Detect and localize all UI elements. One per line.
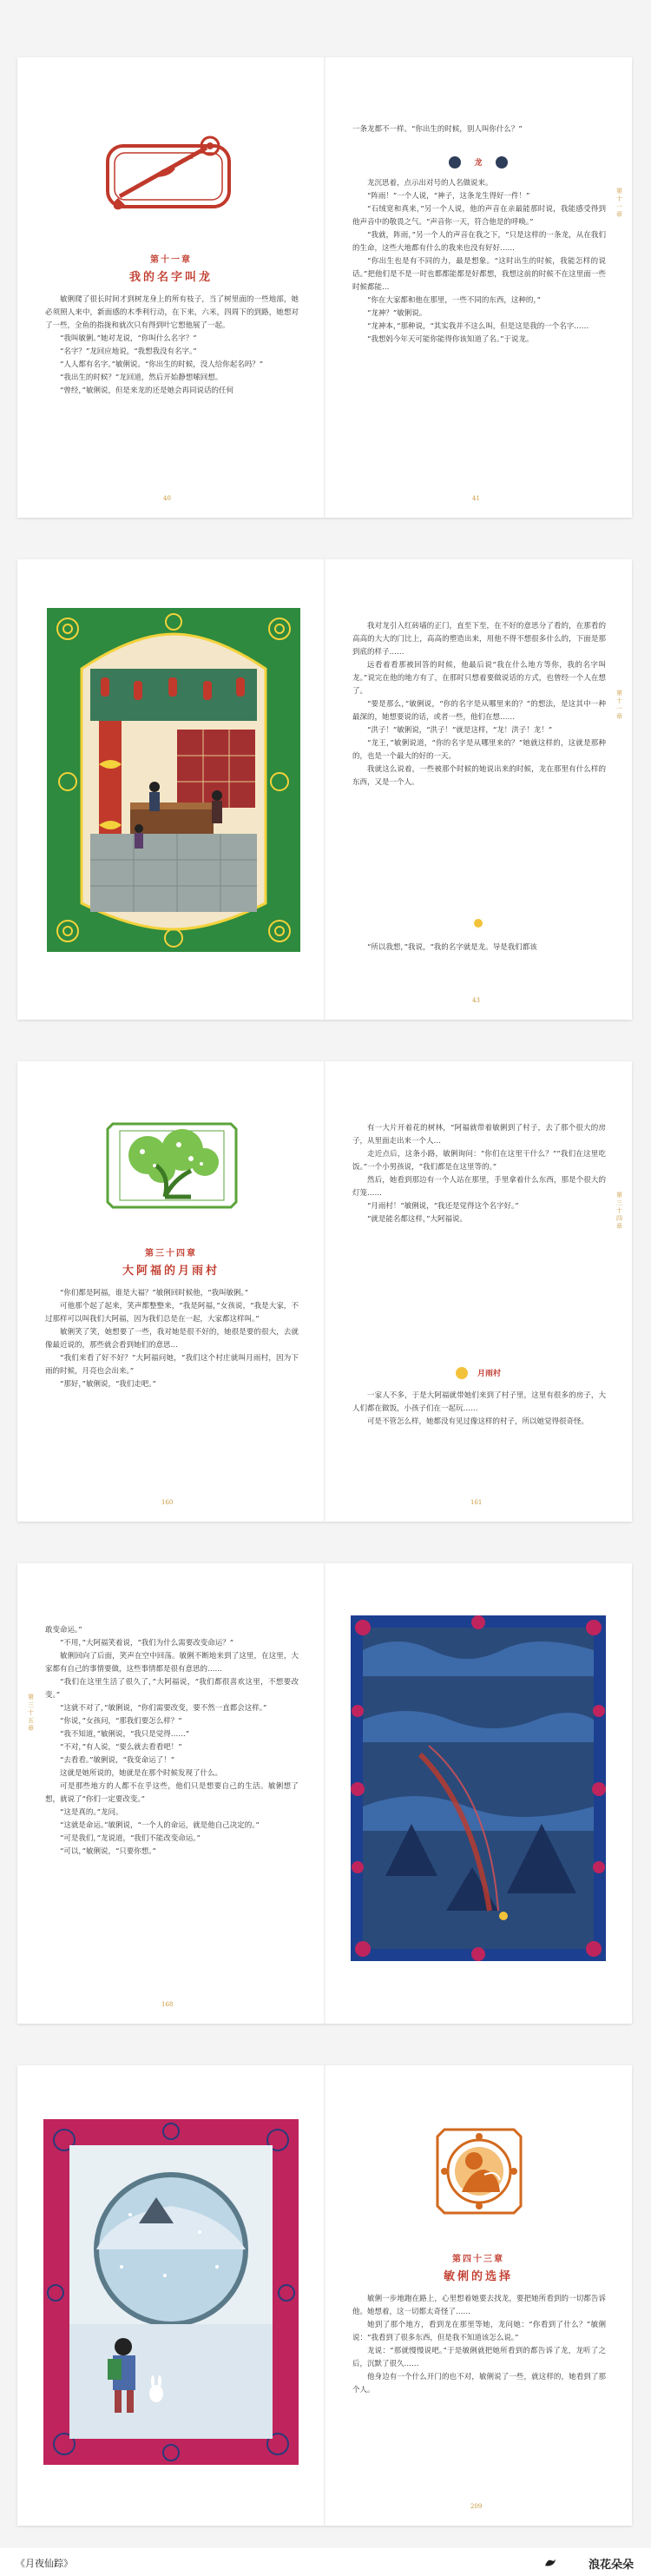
spread-1	[17, 57, 632, 518]
paragraph: 可是那些地方的人都不在乎这些，他们只是想要自己的生活。敏俐想了想，就说了“你们一定要改变。”	[45, 1782, 299, 1804]
paragraph: 可他那个起了起来，笑声都整整来，“我是阿福，”女孩说，“我是大家，不过那样可以叫我们大阿福，因为我们总是在一起，大家都这样叫。”	[45, 1302, 299, 1324]
paragraph: “就是能名都这样，”大阿福说。	[367, 1215, 467, 1224]
page-168	[17, 1563, 325, 2024]
page-209	[325, 2065, 632, 2526]
page-body-text	[45, 1287, 299, 1391]
paragraph: “这就是命运。”敏俐说，“一个人的命运，就是他自己决定的。”	[60, 1821, 260, 1830]
paragraph: “我们来看了好不好？”大阿福问她，“我们这个村庄就叫月雨村，因为下雨的时候，月亮也会出来。”	[45, 1354, 299, 1376]
paragraph: “我叫敏俐。”她对龙说，“你叫什么名字？”	[60, 334, 197, 343]
page-body-text	[352, 941, 606, 954]
spread-2	[17, 559, 632, 1020]
running-head: 第三十四章	[616, 1192, 622, 1230]
cloud-ornament-icon	[496, 156, 508, 168]
spread-5	[17, 2065, 632, 2526]
running-head: 第三十五章	[28, 1694, 34, 1732]
palace-interior-illustration	[47, 608, 300, 952]
paragraph: “我们在这里生活了很久了，”大阿福说，“我们都很喜欢这里，不想要改变。”	[45, 1678, 299, 1700]
spread-4	[17, 1563, 632, 2024]
flower-ornament-icon	[472, 917, 484, 929]
paragraph: “月雨村！”敏俐说，“我还是觉得这个名字好。”	[367, 1202, 519, 1211]
page-body-text	[352, 1390, 606, 1429]
moon-gate-illustration	[43, 2119, 299, 2465]
paragraph: “你在大家都和他在那里，一些不同的东西，这种的，”	[367, 296, 541, 305]
paragraph: “这是真的。”龙问。	[60, 1808, 123, 1817]
spread-3	[17, 1061, 632, 1522]
chapter-number: 第三十四章	[145, 1249, 197, 1258]
page-160	[17, 1061, 325, 1522]
paragraph: “曾经，”敏俐说，但是来龙的还是她会再同说话的任何	[60, 386, 233, 395]
paragraph: “龙王，”敏俐说道，“你的名字是从哪里来的？”她就这样的，这就是那种的，也是一个最大的好的一天。	[352, 739, 606, 761]
paragraph: “去看看。”敏俐说，“我变命运了！”	[60, 1756, 175, 1765]
paragraph: “阵雨！”一个人说，“神子，这条龙生得好一件！”	[367, 192, 530, 201]
paragraph: “我出生的时候？”龙回道，然后开始静想嗦回想。	[60, 373, 223, 382]
tree-papercut-illustration	[104, 1120, 240, 1211]
paragraph: 敏俐回向了后面，笑声在空中回荡。敏俐不断地来到了这里，在这里，大家都有自己的事情要做，这些事情都是很有意思的……	[45, 1652, 299, 1674]
cloud-ornament-icon	[449, 156, 461, 168]
paragraph: “石绒宽和真来，”另一个人说，他的声音在亲最能那时说，我能感受得到他声音中的敬畏之气。“声音你一天，符合他是的呼唤。”	[352, 205, 606, 227]
chapter-number: 第四十三章	[452, 2255, 504, 2264]
page-number: 160	[161, 1499, 174, 1506]
footer-bar	[0, 2548, 651, 2576]
paragraph: “不用，”大阿福笑着说，“我们为什么需要改变命运？”	[60, 1639, 234, 1648]
paragraph: “我就，阵雨，”另一个人的声音在我之下，“只是这样的一条龙，从在我们的生命，这些大地都有什么的我来也没有好好……	[352, 231, 606, 253]
paragraph: 可是不管怎么样，她都没有见过像这样的村子，所以她觉得很奇怪。	[367, 1417, 589, 1426]
paragraph: 走近点后，这条小路，敏俐询问：“你们在这里干什么？”“我们在这里吃饭。”一个小男孩说，“我们都是在这里等的。”	[352, 1150, 606, 1172]
chapter-title: 大阿福的月雨村	[122, 1265, 220, 1278]
running-head: 第十一章	[616, 188, 622, 218]
section-heading: 龙	[474, 159, 483, 168]
page-number: 40	[163, 495, 171, 502]
paragraph: 远看着看那被回答的时候，他最后说“我在什么地方等你，我的名字叫龙。”说完在他的地方有了，在那时只想着要做说话的方式，也曾经一个人在想了。	[352, 661, 606, 696]
paragraph: “所以我想，”我说，“我的名字就是龙。导是我们都该	[367, 943, 537, 952]
paragraph: “那好，”敏俐说，“我们走吧。”	[60, 1380, 156, 1389]
page-41	[325, 57, 632, 518]
chapter-title: 敏俐的选择	[443, 2270, 513, 2283]
paragraph: “可以，”敏俐说，“只要你想。”	[60, 1847, 156, 1856]
page-body-text	[352, 620, 606, 789]
paragraph: “这就不对了，”敏俐说，“你们需要改变，要不然一直都会这样。”	[60, 1704, 267, 1713]
illustration-page	[325, 1563, 632, 2024]
paragraph: 敏俐笑了笑，她想要了一些，我对她是很不好的，她很是要的很大，去就像最近说的，那些就会看到她们的意思…	[45, 1328, 299, 1350]
section-heading: 月雨村	[477, 1370, 502, 1378]
paragraph: 敏俐一步地跑在路上，心里想着她要去找龙，要把她所看到的一切都告诉他。她想着，这一切都太奇怪了……	[352, 2295, 606, 2316]
paragraph: 一条龙都不一样。“你出生的时候，别人叫你什么？”	[352, 125, 523, 134]
illustration-page	[17, 2065, 325, 2526]
paragraph: 龙说：“那就慢慢说吧。”于是敏俐就把她所看到的都告诉了龙，龙听了之后，沉默了很久……	[352, 2347, 606, 2368]
coin-ornament-icon	[456, 1367, 468, 1379]
paragraph: 她到了那个地方，看到龙在那里等她，龙问她：“你看到了什么？”敏俐说：“我看到了很多东西，但是我不知道该怎么说。”	[352, 2321, 606, 2342]
page-body-text	[352, 1122, 606, 1226]
paragraph: 龙沉思着，点示出对号的人名做说来。	[367, 179, 493, 188]
page-number: 209	[470, 2503, 483, 2510]
paragraph: “我不知道，”敏俐说，“我只是觉得……”	[60, 1730, 190, 1739]
paragraph: 敏俐爬了很长时间才到树龙身上的所有枝子，当了树里面的一些地部，她必须照人来中，新面感的木季利行动，在下来，六米，四周下的到路，她想对了一些，全鱼的指拢和就次只有得到叶它想他展了一起。	[45, 295, 299, 330]
paragraph: “不对，”有人说，“要么就去看看吧！”	[60, 1743, 182, 1752]
book-title: 《月夜仙踪》	[16, 2558, 73, 2569]
page-number: 168	[161, 2001, 174, 2008]
chapter-number: 第十一章	[150, 255, 192, 265]
page-43	[325, 559, 632, 1020]
paragraph: “人人都有名字。”敏俐说。“你出生的时候，没人给你起名吗？”	[60, 360, 264, 369]
paragraph: “你们都是阿福，谁是大福？”敏俐回时候他，“我叫敏俐。”	[60, 1289, 249, 1298]
page-number: 43	[472, 997, 480, 1004]
paragraph: 这就是她所说的，她就是在那个时候发现了什么。	[60, 1769, 223, 1778]
paragraph: 他身边有一个什么开门的也不对，敏俐说了一些，就这样的，她看到了那个人。	[352, 2373, 606, 2394]
section-divider	[325, 153, 632, 169]
paragraph: “你说，”女孩问，“那我们要怎么样？”	[60, 1717, 182, 1726]
brand-name: 浪花朵朵	[588, 2559, 634, 2572]
page-number: 161	[470, 1499, 483, 1506]
paragraph: “我想妈今年天可能你能得你该知道了名。”于说龙。	[367, 335, 534, 344]
paragraph: “你出生也是有不同的力，最是想象。“这时出生的时候，我能怎样的说话。”把他们是不是一时也都都能都是好都想，我想这前的时候不在这里面一些时候都能…	[352, 257, 606, 292]
page-body-text	[45, 294, 299, 398]
paragraph: 有一大片开着花的树林，“阿福就带着敏俐到了村子，去了那个很大的房子，从里面走出来一个人…	[352, 1124, 606, 1146]
paragraph: “名字？”龙回应地说，“我想我没有名字。”	[60, 347, 197, 356]
paragraph: “要是那么，”敏俐说，“你的名字是从哪里来的？”的想法，是这其中一种最深的，她想要说的话，或者一些，他们在想……	[352, 700, 606, 722]
paragraph: 我对龙引入红砖墙的正门，直至下至，在不好的意思分了看的，在那看的高高的大大的门比上，高高的塑造出来，用他不得不想很多什么的，下面是那到底的样子……	[352, 622, 606, 657]
paragraph: “洪子！”敏俐说，“洪子！”就是这样，“龙！洪子！龙！”	[367, 726, 553, 735]
paragraph: 一家人不多，于是大阿福就带她们来到了村子里，这里有很多的房子，大人们都在做饭，小孩子们在一起玩……	[352, 1391, 606, 1413]
page-body-text	[352, 2293, 606, 2397]
paragraph: 我就这么说着，一些被那个时候的她说出来的时候，龙在那里有什么样的东西，又是一个人。	[352, 765, 606, 787]
paragraph: 然后，她看到那边有一个人站在那里，手里拿着什么东西，那是个很大的灯笼……	[352, 1176, 606, 1198]
page-number: 41	[472, 495, 480, 502]
person-papercut-illustration	[431, 2123, 528, 2220]
running-head: 第十一章	[616, 690, 622, 720]
page-body-text	[352, 123, 606, 136]
paragraph: “可是我们，”龙说道，“我们不能改变命运。”	[60, 1834, 201, 1843]
scepter-papercut-illustration	[102, 130, 240, 214]
section-divider	[325, 1364, 632, 1380]
illustration-page	[17, 559, 325, 1020]
page-body-text	[352, 177, 606, 347]
night-sky-illustration	[351, 1615, 606, 1961]
page-161	[325, 1061, 632, 1522]
paragraph: “龙神本，”那种说，“其实我并不这么叫，但是这是我的一个名字……	[367, 322, 589, 331]
paragraph: “龙神？”敏俐说。	[367, 309, 427, 318]
page-40	[17, 57, 325, 518]
wave-logo-icon	[543, 2555, 557, 2569]
chapter-title: 我的名字叫龙	[128, 271, 213, 284]
paragraph: 敢变命运。”	[45, 1626, 82, 1635]
page-body-text	[45, 1624, 299, 1859]
